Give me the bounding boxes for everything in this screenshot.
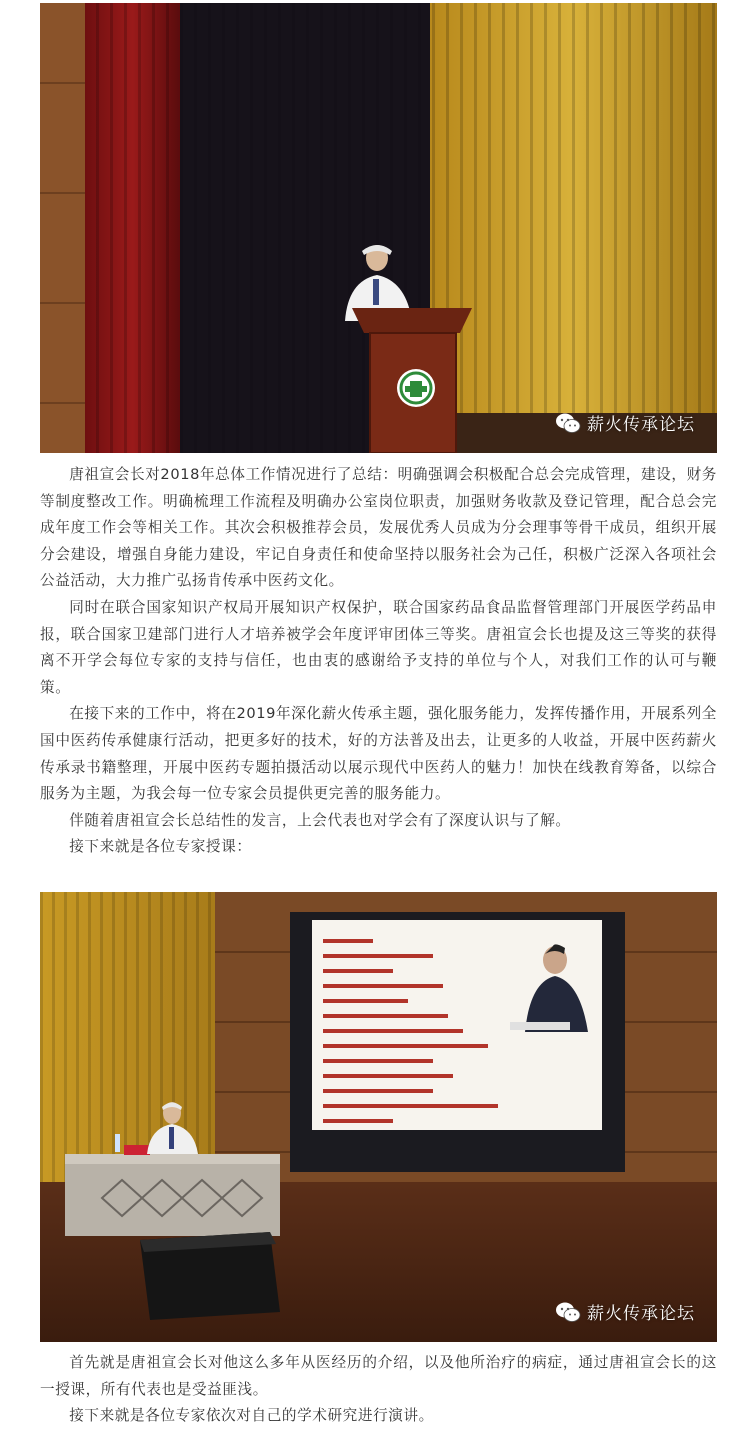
photo-watermark — [555, 1299, 695, 1324]
wechat-icon — [555, 412, 581, 434]
wechat-icon — [555, 1301, 581, 1323]
paragraph: 接下来就是各位专家授课： — [69, 838, 252, 856]
speech-photo-scene — [40, 3, 717, 453]
paragraph: 首先就是唐祖宣会长对他这么多年从医经历的介绍，以及他所治疗的病症，通过唐祖宣会长的这一授课，所有代表也是受益匪浅。 — [40, 1354, 717, 1398]
watermark-text: 薪火传承论坛 — [587, 1304, 695, 1324]
paragraph: 唐祖宣会长对2018年总体工作情况进行了总结：明确强调会积极配合总会完成管理，建设，财务等制度整改工作。明确梳理工作流程及明确办公室岗位职责，加强财务收款及登记管理，配合总会完成年度工作会等相关工作。其次会积极推荐会员，发展优秀人员成为分会理事等骨干成员，组织开展分会建设，增强自身能力建设，牢记自身责任和使命坚持以服务社会为己任，积极广泛深入各项社会公益活动，大力推广弘扬肯传承中医药文化。 — [40, 466, 717, 590]
paragraph: 同时在联合国家知识产权局开展知识产权保护，联合国家药品食品监督管理部门开展医学药品申报，联合国家卫建部门进行人才培养被学会年度评审团体三等奖。唐祖宣会长也提及这三等奖的获得离不开学会每位专家的支持与信任，也由衷的感谢给予支持的单位与个人，对我们工作的认可与鞭策。 — [40, 598, 717, 696]
speech-photo — [40, 3, 717, 453]
lecture-photo — [40, 892, 717, 1342]
article-section-2 — [40, 1350, 717, 1430]
paragraph: 伴随着唐祖宣会长总结性的发言，上会代表也对学会有了深度认识与了解。 — [69, 811, 571, 829]
paragraph: 在接下来的工作中，将在2019年深化薪火传承主题，强化服务能力，发挥传播作用，开展系列全国中医药传承健康行活动，把更多好的技术，好的方法普及出去，让更多的人收益，开展中医药薪火传承录书籍整理，开展中医药专题拍摄活动以展示现代中医药人的魅力！加快在线教育筹备，以综合服务为主题，为我会每一位专家会员提供更完善的服务能力。 — [40, 705, 717, 803]
lecture-photo-scene — [40, 892, 717, 1342]
watermark-text: 薪火传承论坛 — [587, 415, 695, 435]
article-section-1 — [40, 462, 717, 861]
photo-watermark — [555, 410, 695, 435]
paragraph: 接下来就是各位专家依次对自己的学术研究进行演讲。 — [69, 1407, 434, 1425]
